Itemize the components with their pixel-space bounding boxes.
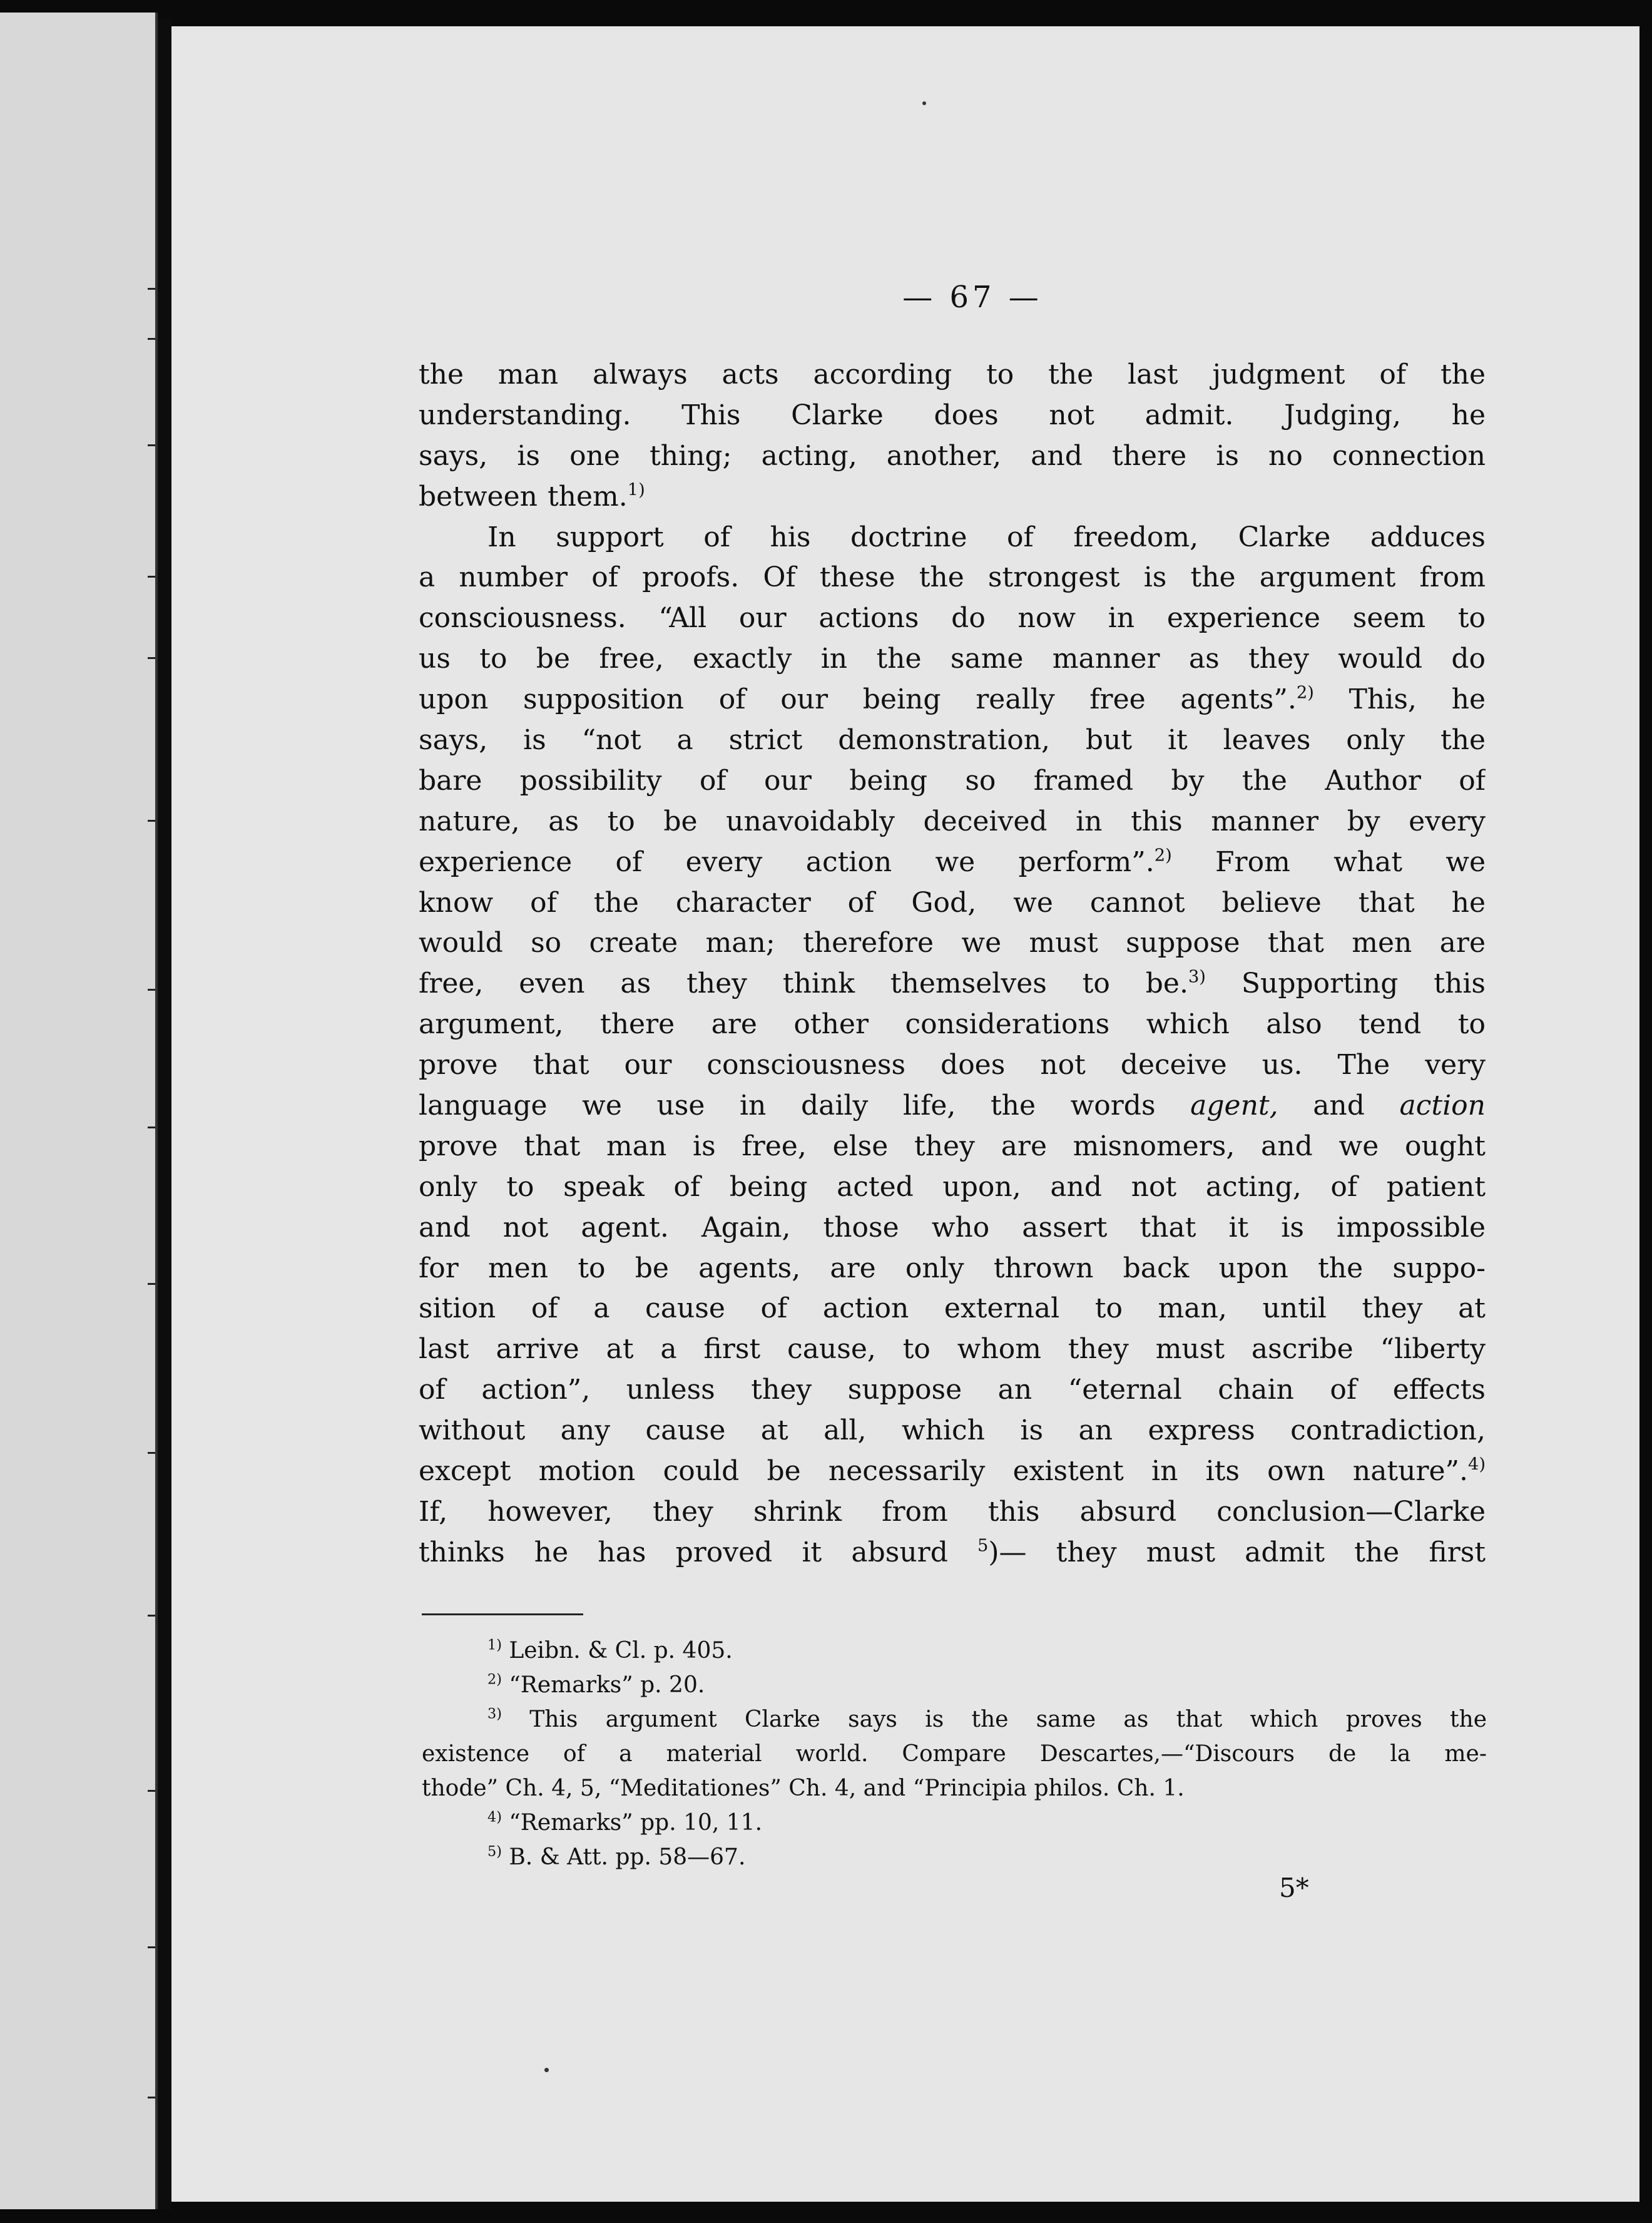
- text-line: and not agent. Again, those who assert that it is impossible: [419, 1211, 1486, 1244]
- paper-speck: [544, 2068, 549, 2072]
- text-line: a number of proofs. Of these the strongest is the argument from: [419, 561, 1486, 594]
- book-spine: [158, 19, 171, 2209]
- paper-speck: [922, 101, 926, 105]
- footnote-ref: 1): [627, 480, 645, 500]
- footnote: [422, 1633, 1487, 1668]
- footnote-mark: 4): [487, 1809, 502, 1826]
- text-line: says, is one thing; acting, another, and there is no connection: [419, 439, 1486, 472]
- text-line: of action”, unless they suppose an “eternal chain of effects: [419, 1374, 1486, 1406]
- text-line: us to be free, exactly in the same manner as they would do: [419, 643, 1486, 675]
- italic-term: agent,: [1190, 1090, 1278, 1122]
- footnote-ref: 3): [1188, 968, 1206, 987]
- text-line: know of the character of God, we cannot believe that he: [419, 886, 1486, 919]
- book-page: [171, 26, 1639, 2202]
- footnote-ref: 2): [1154, 846, 1172, 866]
- text-line: prove that man is free, else they are misnomers, and we ought: [419, 1130, 1486, 1162]
- text-line: only to speak of being acted upon, and not acting, of patient: [419, 1170, 1486, 1203]
- text-line: [419, 964, 1486, 1004]
- facing-page-edge: [0, 13, 158, 2209]
- text-line: [419, 842, 1486, 883]
- footnote-mark: 3): [487, 1705, 502, 1722]
- text-fragment: between them.: [419, 480, 628, 513]
- footnote-ref: 5: [977, 1536, 989, 1556]
- footnote-text: “Remarks” pp. 10, 11.: [501, 1810, 763, 1836]
- text-line: [419, 1533, 1486, 1573]
- text-line: the man always acts according to the last judgment of the: [419, 359, 1486, 391]
- footnote-text: Leibn. & Cl. p. 405.: [501, 1638, 733, 1663]
- footnote-mark: 2): [487, 1671, 502, 1688]
- text-line: would so create man; therefore we must suppose that men are: [419, 927, 1486, 959]
- footnote-text: “Remarks” p. 20.: [501, 1672, 705, 1698]
- footnote-mark: 1): [487, 1637, 502, 1653]
- italic-term: action: [1399, 1090, 1486, 1122]
- text-line: last arrive at a first cause, to whom they must ascribe “liberty: [419, 1333, 1486, 1366]
- footnote-ref: 4): [1468, 1454, 1486, 1474]
- text-line: understanding. This Clarke does not admit. Judging, he: [419, 399, 1486, 431]
- text-line: says, is “not a strict demonstration, but it leaves only the: [419, 724, 1486, 757]
- page-edge-ruler: [0, 13, 155, 2209]
- footnote-divider: [422, 1613, 583, 1615]
- text-line: without any cause at all, which is an express contradiction,: [419, 1414, 1486, 1447]
- text-line: If, however, they shrink from this absurd conclusion—Clarke: [419, 1495, 1486, 1528]
- text-fragment: From what we: [1171, 846, 1486, 878]
- footnote: [422, 1806, 1487, 1840]
- footnote: [422, 1702, 1487, 1737]
- footnote-continuation: existence of a material world. Compare Descartes,—“Discours de la me-: [422, 1741, 1487, 1767]
- page-number: — 67 —: [902, 280, 1043, 315]
- text-line: argument, there are other considerations which also tend to: [419, 1008, 1486, 1041]
- text-fragment: This, he: [1313, 683, 1486, 716]
- text-line: In support of his doctrine of freedom, Clarke adduces: [487, 521, 1486, 553]
- text-line: nature, as to be unavoidably deceived in this manner by every: [419, 805, 1486, 837]
- footnote-ref: 2): [1296, 683, 1314, 703]
- text-fragment: thinks he has proved it absurd: [419, 1536, 948, 1568]
- text-line: [419, 680, 1486, 720]
- footnote-continuation: thode” Ch. 4, 5, “Meditationes” Ch. 4, and “Principia philos. Ch. 1.: [422, 1776, 1185, 1801]
- text-fragment: upon supposition of our being really free agents”.: [419, 683, 1297, 716]
- footnote: [422, 1668, 1487, 1702]
- text-fragment: )— they must admit the first: [988, 1536, 1486, 1568]
- body-text: [419, 355, 1486, 1573]
- footnote-text: This argument Clarke says is the same as that which proves the: [501, 1707, 1487, 1732]
- signature-mark: 5*: [1279, 1873, 1309, 1903]
- text-fragment: except motion could be necessarily existent in its own nature”.: [419, 1455, 1468, 1488]
- text-fragment: free, even as they think themselves to be.: [419, 968, 1188, 1000]
- footnote-text: B. & Att. pp. 58—67.: [501, 1844, 746, 1870]
- text-line: [419, 1086, 1486, 1127]
- footnote-mark: 5): [487, 1843, 502, 1860]
- text-line: prove that our consciousness does not deceive us. The very: [419, 1049, 1486, 1081]
- text-fragment: experience of every action we perform”.: [419, 846, 1155, 878]
- text-line: consciousness. “All our actions do now in experience seem to: [419, 602, 1486, 635]
- text-line: bare possibility of our being so framed by the Author of: [419, 764, 1486, 797]
- footnote: [422, 1840, 1487, 1874]
- text-line: sition of a cause of action external to man, until they at: [419, 1292, 1486, 1325]
- text-line: [419, 477, 1486, 518]
- footnotes: [422, 1633, 1487, 1874]
- text-fragment: language we use in daily life, the words: [419, 1090, 1156, 1122]
- text-fragment: Supporting this: [1205, 968, 1486, 1000]
- text-line: [419, 1451, 1486, 1492]
- text-line: for men to be agents, are only thrown back upon the suppo-: [419, 1252, 1486, 1284]
- text-fragment: and: [1313, 1090, 1365, 1122]
